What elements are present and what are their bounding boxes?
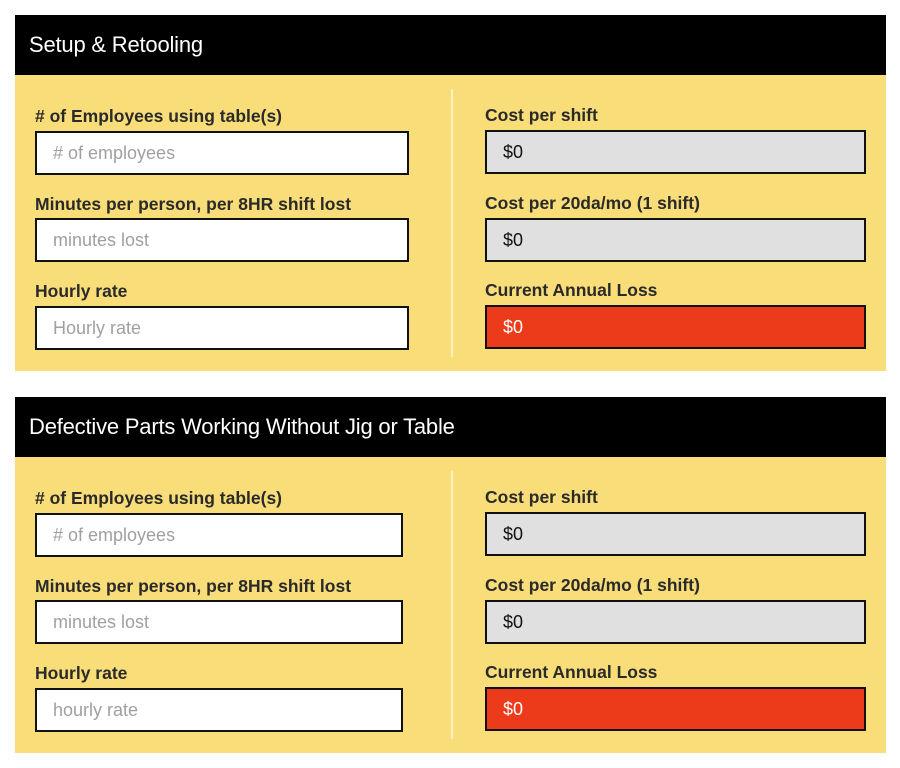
panel-title: Setup & Retooling [15, 15, 886, 75]
cost-per-shift-value: $0 [485, 130, 866, 174]
annual-loss-label: Current Annual Loss [485, 280, 658, 300]
minutes-lost-label: Minutes per person, per 8HR shift lost [35, 194, 352, 214]
cost-per-month-value: $0 [485, 600, 866, 644]
employees-input[interactable] [35, 131, 409, 175]
setup-retooling-panel [15, 15, 886, 371]
employees-label: # of Employees using table(s) [35, 488, 282, 508]
panel-body [15, 457, 886, 753]
panel-title: Defective Parts Working Without Jig or Table [15, 397, 886, 457]
minutes-lost-input[interactable] [35, 218, 409, 262]
defective-parts-panel [15, 397, 886, 753]
employees-label: # of Employees using table(s) [35, 106, 282, 126]
cost-per-shift-value: $0 [485, 512, 866, 556]
minutes-lost-label: Minutes per person, per 8HR shift lost [35, 576, 352, 596]
hourly-rate-label: Hourly rate [35, 281, 128, 301]
panel-body [15, 75, 886, 371]
cost-per-month-value: $0 [485, 218, 866, 262]
annual-loss-value: $0 [485, 305, 866, 349]
hourly-rate-input[interactable] [35, 306, 409, 350]
hourly-rate-label: Hourly rate [35, 663, 128, 683]
cost-per-month-label: Cost per 20da/mo (1 shift) [485, 193, 700, 213]
hourly-rate-input[interactable] [35, 688, 403, 732]
minutes-lost-input[interactable] [35, 600, 403, 644]
cost-per-month-label: Cost per 20da/mo (1 shift) [485, 575, 700, 595]
cost-per-shift-label: Cost per shift [485, 105, 598, 125]
annual-loss-value: $0 [485, 687, 866, 731]
column-divider [451, 471, 453, 739]
employees-input[interactable] [35, 513, 403, 557]
column-divider [451, 89, 453, 357]
cost-per-shift-label: Cost per shift [485, 487, 598, 507]
annual-loss-label: Current Annual Loss [485, 662, 658, 682]
